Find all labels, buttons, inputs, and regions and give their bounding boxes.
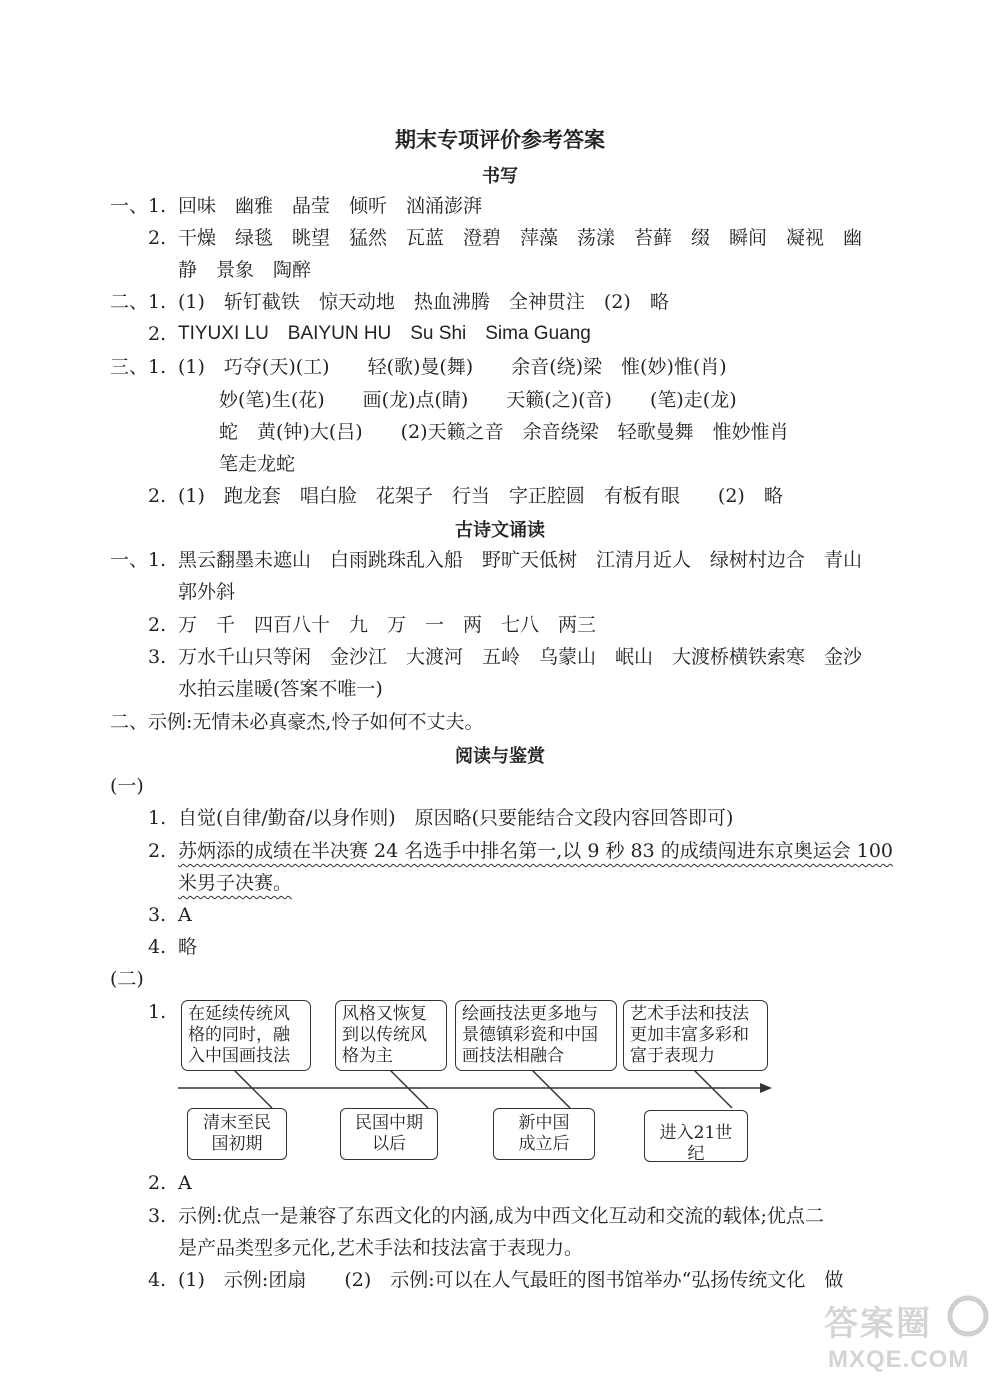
box-line: 艺术手法和技法 <box>630 1004 749 1024</box>
fishbone-bottom-box-2 <box>340 1108 438 1160</box>
answer-line: 干燥 绿毯 眺望 猛然 瓦蓝 澄碧 萍藻 荡漾 苔藓 缀 瞬间 凝视 幽 <box>178 227 863 249</box>
box-line: 入中国画技法 <box>188 1046 290 1066</box>
answer-line: (1) 跑龙套 唱白脸 花架子 行当 字正腔圆 有板有眼 (2) 略 <box>178 485 783 507</box>
fishbone-bottom-box-3 <box>493 1108 595 1160</box>
watermark-logo <box>820 1294 990 1384</box>
answer-line: 郭外斜 <box>178 581 236 603</box>
box-line: 绘画技法更多地与 <box>462 1004 598 1024</box>
fishbone-top-box-1 <box>181 1000 311 1071</box>
box-line: 在延续传统风 <box>188 1004 290 1024</box>
item-number: 2. <box>148 485 167 507</box>
item-number: 4. <box>148 936 167 958</box>
item-number: 三、1. <box>110 356 167 378</box>
box-line: 风格又恢复 <box>342 1004 427 1024</box>
section-heading-writing: 书写 <box>482 166 518 187</box>
item-number: 二、1. <box>110 291 167 313</box>
box-line: 以后 <box>372 1134 406 1154</box>
answer-line: A <box>178 1172 192 1194</box>
answer-line: 是产品类型多元化,艺术手法和技法富于表现力。 <box>178 1237 584 1259</box>
item-number: 2. <box>148 840 167 862</box>
box-line: 景德镇彩瓷和中国 <box>462 1025 598 1045</box>
answer-line: 略 <box>178 936 198 958</box>
answer-line: 回味 幽雅 晶莹 倾听 汹涌澎湃 <box>178 195 483 217</box>
box-line: 到以传统风 <box>342 1025 427 1045</box>
part-label: (二) <box>110 968 144 990</box>
box-line: 格为主 <box>342 1046 393 1066</box>
box-line: 新中国 <box>518 1113 570 1133</box>
item-number: 1. <box>148 807 167 829</box>
section-heading-reading: 阅读与鉴赏 <box>455 746 545 767</box>
box-line: 民国中期 <box>355 1113 423 1133</box>
page-title: 期末专项评价参考答案 <box>395 127 605 152</box>
box-line: 清末至民 <box>203 1113 271 1133</box>
answer-line-underlined: 苏炳添的成绩在半决赛 24 名选手中排名第一,以 9 秒 83 的成绩闯进东京奥运会 100 <box>178 840 894 862</box>
item-number: 2. <box>148 614 167 636</box>
answer-line: TIYUXI LU BAIYUN HU Su Shi Sima Guang <box>178 323 591 344</box>
answer-line: A <box>178 904 192 926</box>
box-line: 更加丰富多彩和 <box>630 1025 749 1045</box>
answer-line: 自觉(自律/勤奋/以身作则) 原因略(只要能结合文段内容回答即可) <box>178 807 734 829</box>
answer-line: 蛇 黄(钟)大(吕) (2)天籁之音 余音绕梁 轻歌曼舞 惟妙惟肖 <box>219 421 789 443</box>
answer-line: 万 千 四百八十 九 万 一 两 七八 两三 <box>178 614 597 636</box>
item-number: 一、1. <box>110 195 167 217</box>
fishbone-bottom-box-4 <box>644 1110 748 1162</box>
fishbone-top-box-3 <box>455 1000 617 1071</box>
item-number: 3. <box>148 1205 167 1227</box>
item-number: 2. <box>148 323 167 345</box>
box-line: 进入21世纪 <box>659 1123 733 1164</box>
item-number: 3. <box>148 646 167 668</box>
item-number: 3. <box>148 904 167 926</box>
answer-line: 示例:优点一是兼容了东西文化的内涵,成为中西文化互动和交流的载体;优点二 <box>178 1205 824 1227</box>
answer-line: 水拍云崖暖(答案不唯一) <box>178 678 383 700</box>
box-line: 国初期 <box>211 1134 263 1154</box>
watermark-url: MXQE.COM <box>828 1346 970 1373</box>
answer-line: 妙(笔)生(花) 画(龙)点(睛) 天籁(之)(音) (笔)走(龙) <box>219 389 737 411</box>
item-number: 一、1. <box>110 549 167 571</box>
box-line: 画技法相融合 <box>462 1046 564 1066</box>
box-line: 富于表现力 <box>630 1046 715 1066</box>
answer-line: 万水千山只等闲 金沙江 大渡河 五岭 乌蒙山 岷山 大渡桥横铁索寒 金沙 <box>178 646 863 668</box>
box-line: 格的同时，融 <box>188 1025 290 1045</box>
fishbone-top-box-2 <box>335 1000 447 1071</box>
answer-line: 笔走龙蛇 <box>219 453 296 475</box>
fishbone-bottom-box-1 <box>187 1108 287 1160</box>
answer-line: (1) 巧夺(天)(工) 轻(歌)曼(舞) 余音(绕)梁 惟(妙)惟(肖) <box>178 356 727 378</box>
section-heading-poetry: 古诗文诵读 <box>455 520 545 541</box>
item-number: 2. <box>148 227 167 249</box>
answer-line-underlined: 米男子决赛。 <box>178 872 293 894</box>
box-line: 成立后 <box>518 1134 570 1154</box>
answer-line: (1) 斩钉截铁 惊天动地 热血沸腾 全神贯注 (2) 略 <box>178 291 669 313</box>
answer-line: 二、示例:无情未必真豪杰,怜子如何不丈夫。 <box>110 711 484 733</box>
answer-line: 黑云翻墨未遮山 白雨跳珠乱入船 野旷天低树 江清月近人 绿树村边合 青山 <box>178 549 863 571</box>
item-number: 1. <box>148 1001 167 1023</box>
item-number: 4. <box>148 1269 167 1291</box>
item-number: 2. <box>148 1172 167 1194</box>
answer-line: (1) 示例:团扇 (2) 示例:可以在人气最旺的图书馆举办“弘扬传统文化 做 <box>178 1269 844 1291</box>
part-label: (一) <box>110 775 144 797</box>
watermark-text: 答案圈 <box>824 1304 932 1344</box>
answer-line: 静 景象 陶醉 <box>178 259 312 281</box>
fishbone-top-box-4 <box>623 1000 768 1071</box>
